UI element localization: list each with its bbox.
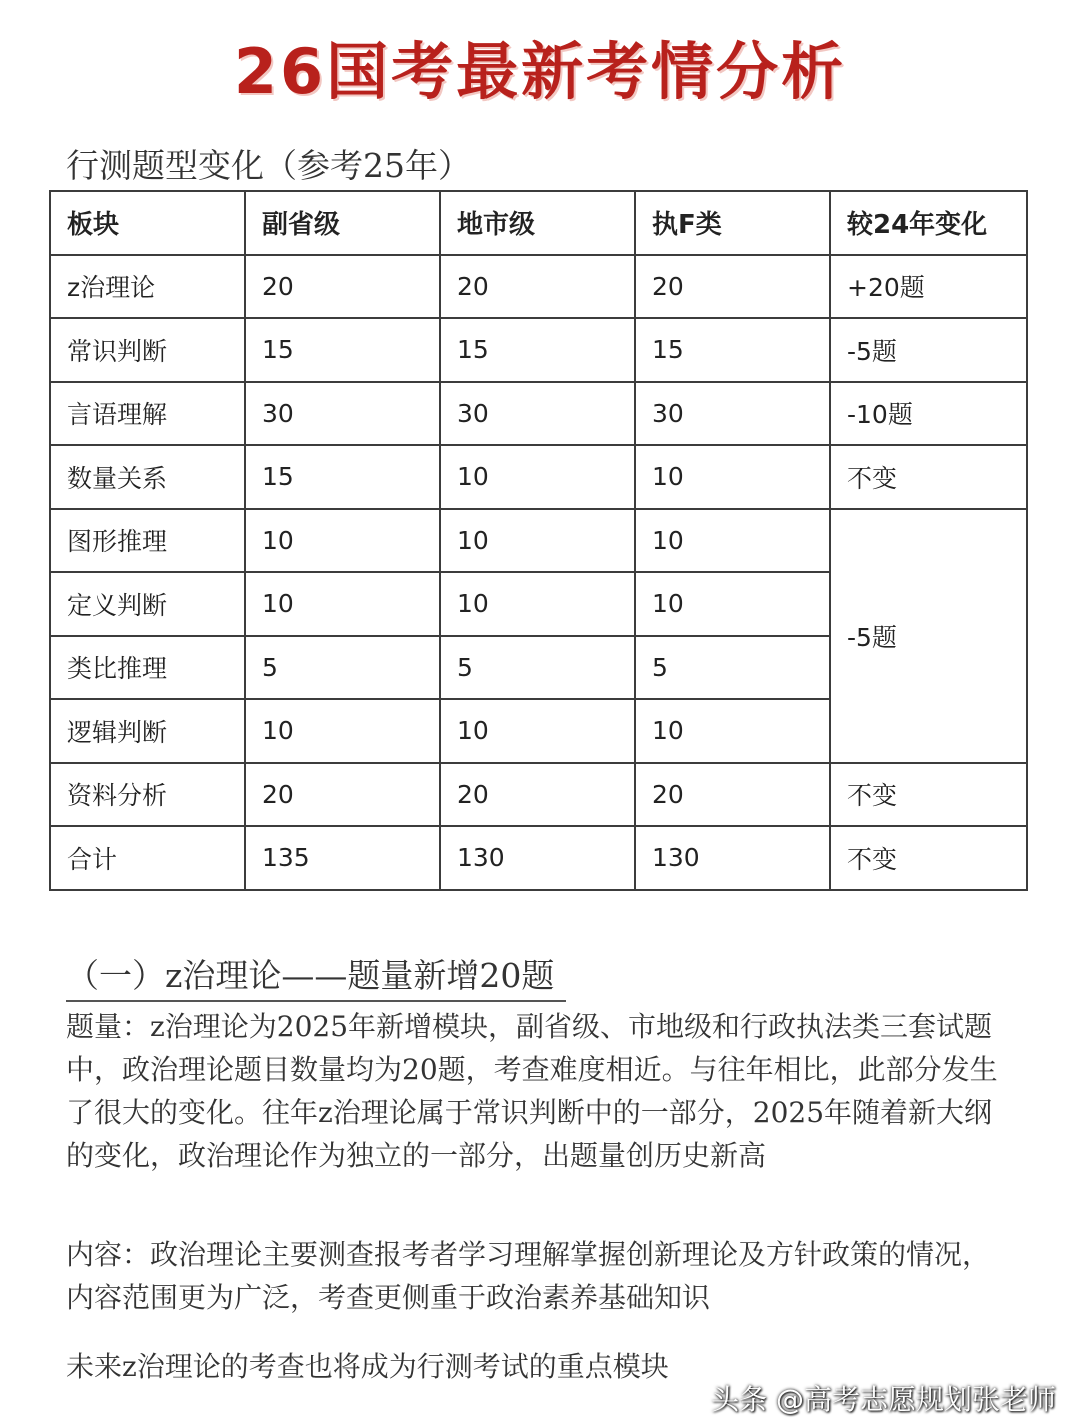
table-cell: 10 bbox=[635, 445, 830, 509]
table-row bbox=[50, 445, 1027, 509]
question-type-table bbox=[49, 190, 1028, 891]
header-cell-vice-provincial: 副省级 bbox=[245, 191, 440, 255]
row-label: 数量关系 bbox=[50, 445, 245, 509]
table-cell: 10 bbox=[440, 509, 635, 573]
table-cell: 10 bbox=[440, 445, 635, 509]
row-label: 言语理解 bbox=[50, 382, 245, 446]
table-cell: 15 bbox=[245, 445, 440, 509]
table-cell: 5 bbox=[245, 636, 440, 700]
change-cell: -5题 bbox=[830, 318, 1027, 382]
table-cell: 30 bbox=[245, 382, 440, 446]
table-cell: 5 bbox=[635, 636, 830, 700]
change-cell: 不变 bbox=[830, 763, 1027, 827]
paragraph-content: 内容：政治理论主要测查报考者学习理解掌握创新理论及方针政策的情况，内容范围更为广泛，考查更侧重于政治素养基础知识 bbox=[66, 1238, 991, 1314]
page-title: 26国考最新考情分析 bbox=[233, 35, 847, 108]
row-label: 常识判断 bbox=[50, 318, 245, 382]
table-cell: 130 bbox=[635, 826, 830, 890]
change-cell: -10题 bbox=[830, 382, 1027, 446]
table-row bbox=[50, 382, 1027, 446]
header-cell-law-enforcement: 执F类 bbox=[635, 191, 830, 255]
table-cell: 20 bbox=[245, 763, 440, 827]
table-cell: 130 bbox=[440, 826, 635, 890]
header-cell-municipal: 地市级 bbox=[440, 191, 635, 255]
row-label: 定义判断 bbox=[50, 572, 245, 636]
table-cell: 10 bbox=[245, 572, 440, 636]
watermark: 头条 @高考志愿规划张老师 bbox=[711, 1383, 1056, 1416]
table-cell: 10 bbox=[245, 509, 440, 573]
table-header-row bbox=[50, 191, 1027, 255]
row-label: 资料分析 bbox=[50, 763, 245, 827]
table-cell: 20 bbox=[635, 763, 830, 827]
row-label: 类比推理 bbox=[50, 636, 245, 700]
table-cell: 10 bbox=[635, 509, 830, 573]
header-cell-change: 较24年变化 bbox=[830, 191, 1027, 255]
table-cell: 15 bbox=[440, 318, 635, 382]
table-cell: 10 bbox=[635, 699, 830, 763]
table-cell: 30 bbox=[635, 382, 830, 446]
row-label: 合计 bbox=[50, 826, 245, 890]
change-cell: 不变 bbox=[830, 826, 1027, 890]
change-cell: 不变 bbox=[830, 445, 1027, 509]
table-cell: 5 bbox=[440, 636, 635, 700]
row-label: z治理论 bbox=[50, 255, 245, 319]
paragraph-future: 未来z治理论的考查也将成为行测考试的重点模块 bbox=[66, 1350, 669, 1383]
table-cell: 10 bbox=[440, 572, 635, 636]
table-cell: 20 bbox=[440, 255, 635, 319]
section-heading: （一）z治理论——题量新增20题 bbox=[66, 950, 566, 1002]
change-cell: +20题 bbox=[830, 255, 1027, 319]
header-cell-module: 板块 bbox=[50, 191, 245, 255]
table-cell: 30 bbox=[440, 382, 635, 446]
row-label: 逻辑判断 bbox=[50, 699, 245, 763]
table-cell: 10 bbox=[635, 572, 830, 636]
table-cell: 15 bbox=[245, 318, 440, 382]
paragraph-question-count: 题量：z治理论为2025年新增模块，副省级、市地级和行政执法类三套试题中，政治理论题目数量均为20题，考查难度相近。与往年相比，此部分发生了很大的变化。往年z治理论属于常识判断中的一部分，2025年随着新大纲的变化，政治理论作为独立的一部分，出题量创历史新高 bbox=[66, 1010, 998, 1172]
table-cell: 20 bbox=[440, 763, 635, 827]
row-label: 图形推理 bbox=[50, 509, 245, 573]
table-cell: 20 bbox=[635, 255, 830, 319]
table-cell: 135 bbox=[245, 826, 440, 890]
table-row bbox=[50, 255, 1027, 319]
change-cell-merged: -5题 bbox=[830, 509, 1027, 763]
table-cell: 20 bbox=[245, 255, 440, 319]
table-caption: 行测题型变化（参考25年） bbox=[66, 146, 471, 185]
table-row bbox=[50, 318, 1027, 382]
table-row bbox=[50, 509, 1027, 573]
table-row bbox=[50, 763, 1027, 827]
table-cell: 15 bbox=[635, 318, 830, 382]
table-cell: 10 bbox=[245, 699, 440, 763]
table-cell: 10 bbox=[440, 699, 635, 763]
table-total-row bbox=[50, 826, 1027, 890]
